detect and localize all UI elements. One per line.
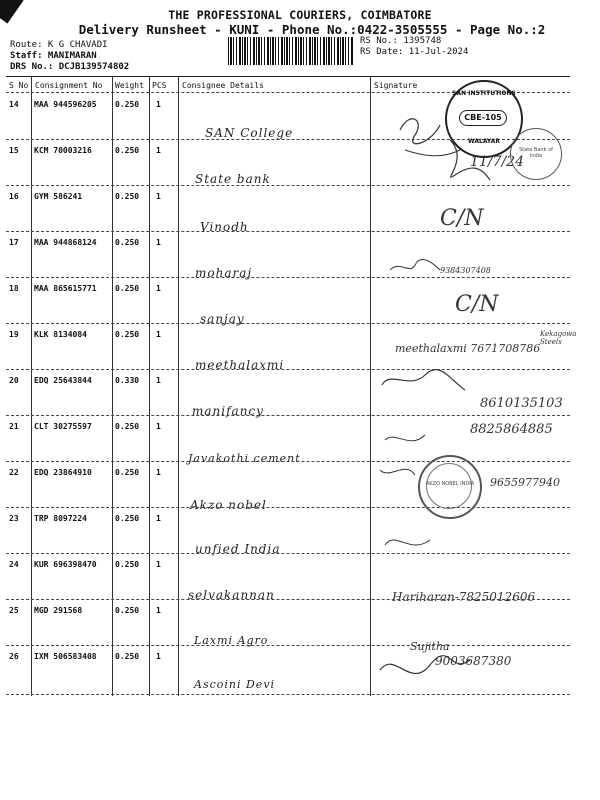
row-consignment: EDQ 25643844 (34, 376, 92, 385)
row-weight: 0.250 (115, 192, 140, 201)
row-pcs: 1 (156, 284, 161, 293)
company-title: THE PROFESSIONAL COURIERS, COIMBATORE (168, 8, 432, 22)
row-weight: 0.250 (115, 606, 140, 615)
row-pcs: 1 (156, 560, 161, 569)
row-signature: 8825864885 (470, 422, 553, 437)
row-signature: C/N (440, 206, 484, 231)
row-consignee: State bank (195, 172, 271, 186)
row-pcs: 1 (156, 422, 161, 431)
row-consignee: manifancy (192, 404, 264, 418)
row-consignment: MAA 944596205 (34, 100, 97, 109)
row-sno: 22 (9, 468, 19, 477)
row-sno: 23 (9, 514, 19, 523)
row-consignee: meethalaxmi (195, 358, 285, 372)
row-consignment: KCM 70003216 (34, 146, 92, 155)
row-sno: 20 (9, 376, 19, 385)
barcode (228, 37, 354, 65)
row-consignment: TRP 8097224 (34, 514, 87, 523)
col-header-details: Consignee Details (182, 81, 264, 90)
row-pcs: 1 (156, 100, 161, 109)
stamp-text-top: SAN INSTITUTIONS (452, 90, 516, 97)
row-pcs: 1 (156, 514, 161, 523)
row-consignee: SAN College (205, 126, 294, 140)
row-consignment: GYM 586241 (34, 192, 83, 201)
row-consignee: Akzo nobel (190, 498, 267, 512)
row-consignment: KUR 696398470 (34, 560, 97, 569)
row-sno: 16 (9, 192, 19, 201)
row-signature: 9655977940 (490, 476, 560, 489)
row-signature: 9384307408 (440, 266, 491, 275)
stamp-code: CBE-105 (459, 110, 507, 126)
row-weight: 0.250 (115, 652, 140, 661)
row-sno: 18 (9, 284, 19, 293)
signature-scribbles (370, 90, 600, 710)
row-weight: 0.250 (115, 238, 140, 247)
row-signature: 8610135103 (480, 396, 563, 411)
row-weight: 0.250 (115, 330, 140, 339)
row-signature: C/N (455, 292, 499, 317)
row-consignment: EDQ 23864910 (34, 468, 92, 477)
row-weight: 0.250 (115, 468, 140, 477)
row-consignee: unfied India (195, 542, 281, 556)
row-sno: 14 (9, 100, 19, 109)
stamp-text-bottom: WALAYAR (468, 138, 500, 145)
row-weight: 0.250 (115, 146, 140, 155)
row-weight: 0.250 (115, 284, 140, 293)
drs-label: DRS No.: DCJB139574802 (10, 62, 130, 72)
row-sno: 17 (9, 238, 19, 247)
row-consignment: IXM 506583408 (34, 652, 97, 661)
col-header-sno: S No (9, 81, 29, 90)
row-signature: meethalaxmi 7671708786 (395, 342, 541, 355)
staff-label: Staff: MANIMARAN (10, 51, 97, 61)
col-header-consignment: Consignment No (35, 81, 103, 90)
runsheet-subtitle: Delivery Runsheet - KUNI - Phone No.:0422-3505555 - Page No.:2 (78, 22, 546, 37)
route-label: Route: K G CHAVADI (10, 40, 108, 50)
row-consignee: Vinodh (200, 220, 249, 234)
row-consignee: sanjay (200, 312, 245, 326)
row-weight: 0.250 (115, 514, 140, 523)
col-header-signature: Signature (374, 81, 418, 90)
row-consignee: Laxmi Agro (194, 634, 269, 647)
row-consignment: KLK 8134084 (34, 330, 87, 339)
row-sno: 26 (9, 652, 19, 661)
row-weight: 0.250 (115, 422, 140, 431)
row-weight: 0.250 (115, 100, 140, 109)
row-pcs: 1 (156, 238, 161, 247)
row-weight: 0.250 (115, 560, 140, 569)
row-consignee: selvakannan (188, 588, 275, 602)
row-pcs: 1 (156, 192, 161, 201)
row-sno: 21 (9, 422, 19, 431)
row-pcs: 1 (156, 606, 161, 615)
table-top-rule (6, 76, 570, 77)
row-consignee: Javakothi cement (188, 452, 301, 465)
row-sno: 25 (9, 606, 19, 615)
row-sno: 24 (9, 560, 19, 569)
row-sno: 15 (9, 146, 19, 155)
row-sno: 19 (9, 330, 19, 339)
row-signature: Sujitha (410, 640, 450, 653)
row-pcs: 1 (156, 652, 161, 661)
row-consignment: CLT 30275597 (34, 422, 92, 431)
row-pcs: 1 (156, 146, 161, 155)
row-signature: Hariharan-7825012606 (392, 590, 536, 604)
row-consignee: Ascoini Devi (194, 678, 276, 691)
row-pcs: 1 (156, 468, 161, 477)
row-consignment: MAA 865615771 (34, 284, 97, 293)
row-weight: 0.330 (115, 376, 140, 385)
handwritten-note: Kekagowa Steels (540, 330, 577, 346)
row-consignee: moharaj (195, 266, 253, 280)
sbi-stamp-text: State Bank of India (519, 147, 553, 159)
row-pcs: 1 (156, 330, 161, 339)
col-header-weight: Weight (115, 81, 144, 90)
row-pcs: 1 (156, 376, 161, 385)
row-signature: 11/7/24 (470, 154, 524, 170)
rs-number: RS No.: 1395748 (360, 36, 442, 46)
rs-date: RS Date: 11-Jul-2024 (360, 47, 469, 57)
row-consignment: MAA 944868124 (34, 238, 97, 247)
akzo-stamp-text: AKZO NOBEL INDIA (425, 481, 475, 487)
row-consignment: MGD 291568 (34, 606, 83, 615)
row-signature: 9003687380 (435, 654, 512, 668)
col-header-pcs: PCS (152, 81, 167, 90)
